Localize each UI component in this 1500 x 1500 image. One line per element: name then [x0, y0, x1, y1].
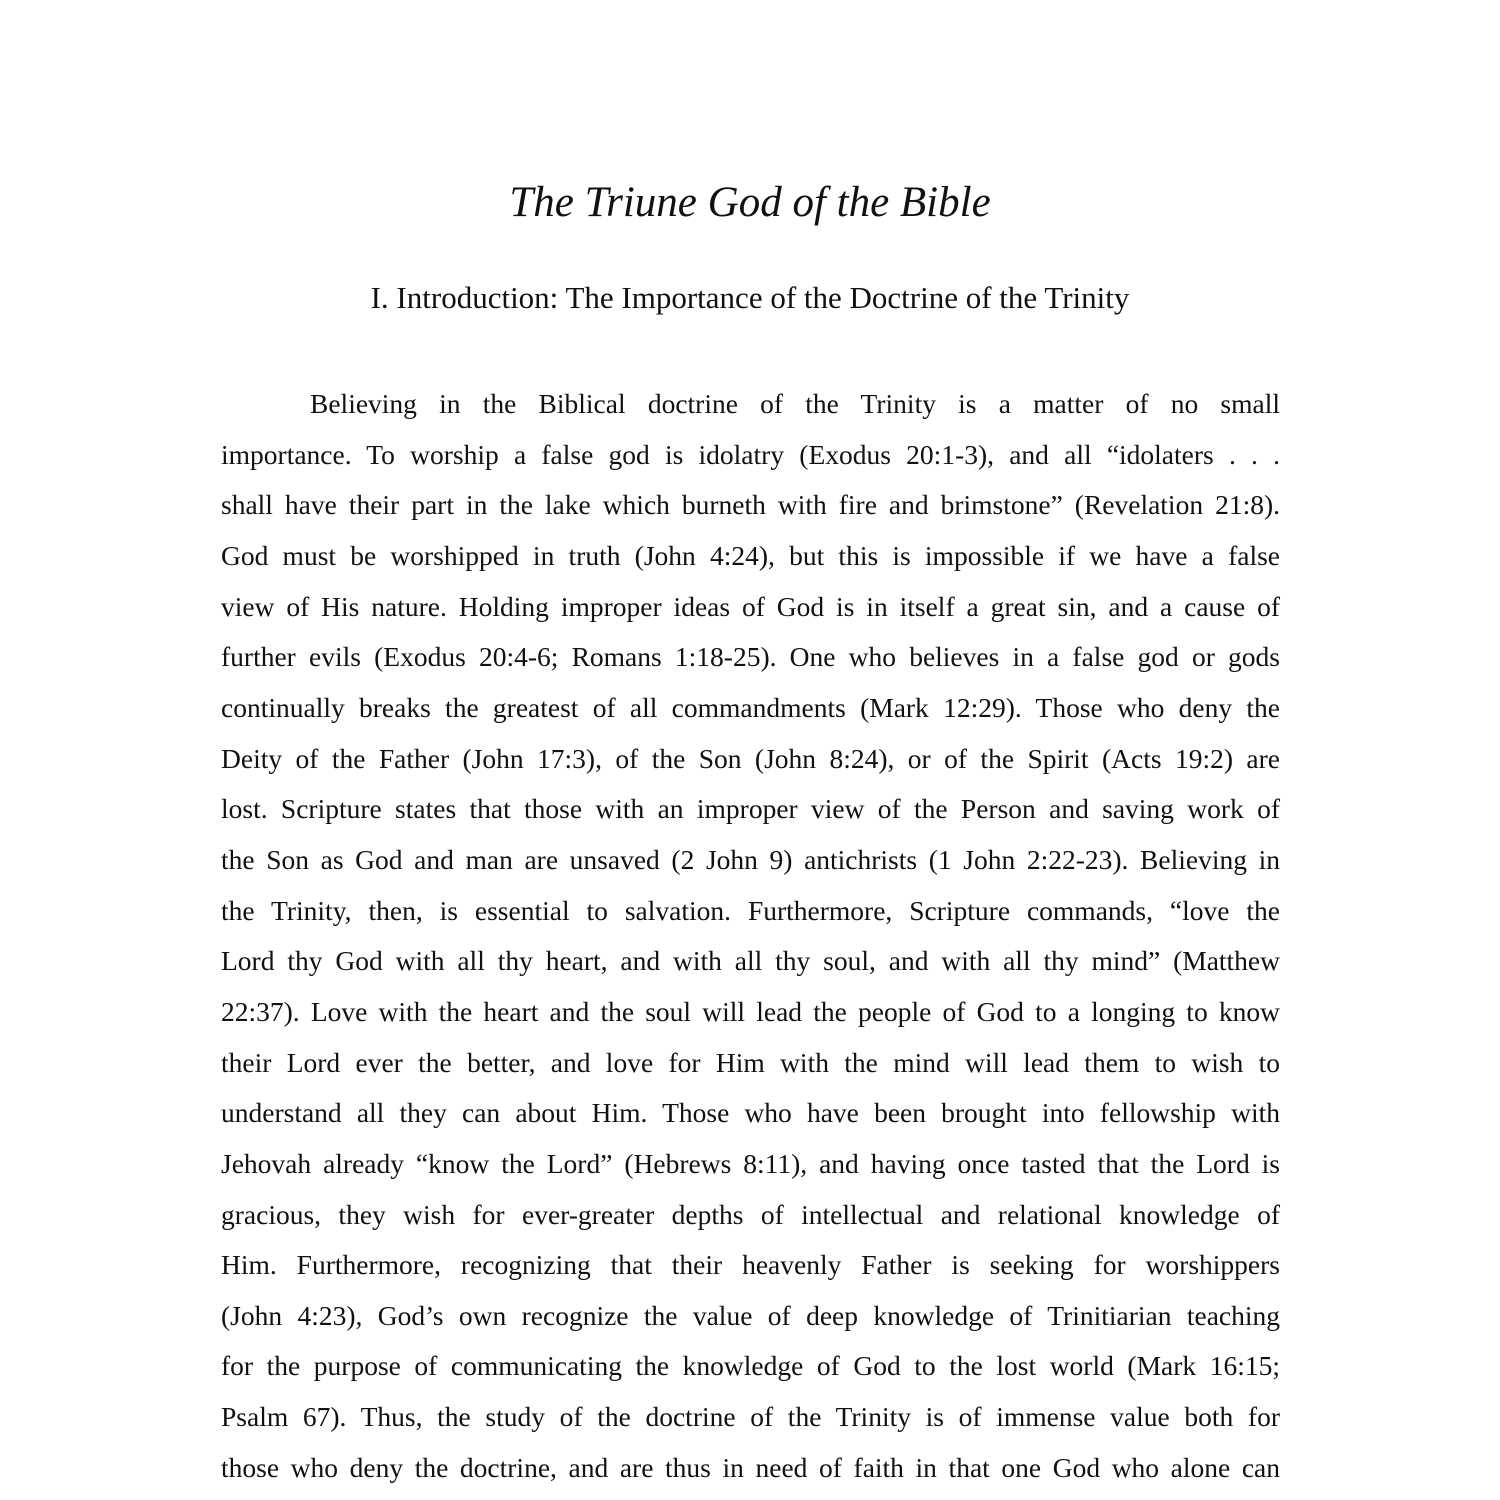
text-line-content: gracious, they wish for ever-greater depths of intellectual and relational knowledge of	[221, 1198, 1280, 1230]
text-line-content: further evils (Exodus 20:4-6; Romans 1:18-25). One who believes in a false god or gods	[221, 641, 1280, 673]
text-line-content: importance. To worship a false god is idolatry (Exodus 20:1-3), and all “idolaters . . .	[221, 438, 1280, 470]
text-line-content: view of His nature. Holding improper ideas of God is in itself a great sin, and a cause of	[221, 590, 1280, 622]
text-line	[221, 1095, 1280, 1146]
body-paragraph	[221, 386, 1280, 1500]
text-line	[221, 538, 1280, 589]
text-line-content: the Son as God and man are unsaved (2 John 9) antichrists (1 John 2:22-23). Believing in	[221, 843, 1280, 875]
text-line-content: 22:37). Love with the heart and the soul will lead the people of God to a longing to know	[221, 995, 1280, 1027]
text-line	[221, 437, 1280, 488]
text-line	[221, 1146, 1280, 1197]
text-line	[221, 842, 1280, 893]
text-line-content: lost. Scripture states that those with an improper view of the Person and saving work of	[221, 793, 1280, 825]
text-line	[221, 943, 1280, 994]
text-line-content: Lord thy God with all thy heart, and with all thy soul, and with all thy mind” (Matthew	[221, 945, 1280, 977]
text-line	[221, 1450, 1280, 1500]
text-line-content: Him. Furthermore, recognizing that their heavenly Father is seeking for worshippers	[221, 1249, 1280, 1281]
section-heading: I. Introduction: The Importance of the Doctrine of the Trinity	[370, 280, 1130, 315]
text-line	[221, 741, 1280, 792]
text-line	[221, 893, 1280, 944]
text-line	[221, 1247, 1280, 1298]
text-line	[221, 639, 1280, 690]
text-line-content: Deity of the Father (John 17:3), of the Son (John 8:24), or of the Spirit (Acts 19:2) are	[221, 742, 1280, 774]
text-line	[221, 1399, 1280, 1450]
text-line-content: Jehovah already “know the Lord” (Hebrews 8:11), and having once tasted that the Lord is	[221, 1147, 1280, 1179]
text-line	[221, 386, 1280, 437]
text-line-content: those who deny the doctrine, and are thus in need of faith in that one God who alone can	[221, 1451, 1280, 1483]
text-line-content: for the purpose of communicating the knowledge of God to the lost world (Mark 16:15;	[221, 1350, 1280, 1382]
text-line-content: Believing in the Biblical doctrine of the Trinity is a matter of no small	[310, 388, 1280, 419]
text-line	[221, 994, 1280, 1045]
text-line	[221, 791, 1280, 842]
text-line-content: shall have their part in the lake which burneth with fire and brimstone” (Revelation 21:8).	[221, 489, 1280, 521]
text-line	[221, 1045, 1280, 1096]
document-title: The Triune God of the Bible	[509, 179, 991, 226]
text-line-content: the Trinity, then, is essential to salvation. Furthermore, Scripture commands, “love the	[221, 894, 1280, 926]
text-line-content: (John 4:23), God’s own recognize the value of deep knowledge of Trinitiarian teaching	[221, 1299, 1280, 1331]
text-line	[221, 1348, 1280, 1399]
text-line-content: their Lord ever the better, and love for Him with the mind will lead them to wish to	[221, 1046, 1280, 1078]
text-line	[221, 690, 1280, 741]
text-line-content: God must be worshipped in truth (John 4:24), but this is impossible if we have a false	[221, 539, 1280, 571]
text-line-content: Psalm 67). Thus, the study of the doctrine of the Trinity is of immense value both for	[221, 1401, 1280, 1433]
text-line	[221, 589, 1280, 640]
text-line	[221, 1298, 1280, 1349]
text-line	[221, 487, 1280, 538]
text-line	[221, 1197, 1280, 1248]
text-line-content: continually breaks the greatest of all commandments (Mark 12:29). Those who deny the	[221, 691, 1280, 723]
text-line-content: understand all they can about Him. Those who have been brought into fellowship with	[221, 1097, 1280, 1129]
